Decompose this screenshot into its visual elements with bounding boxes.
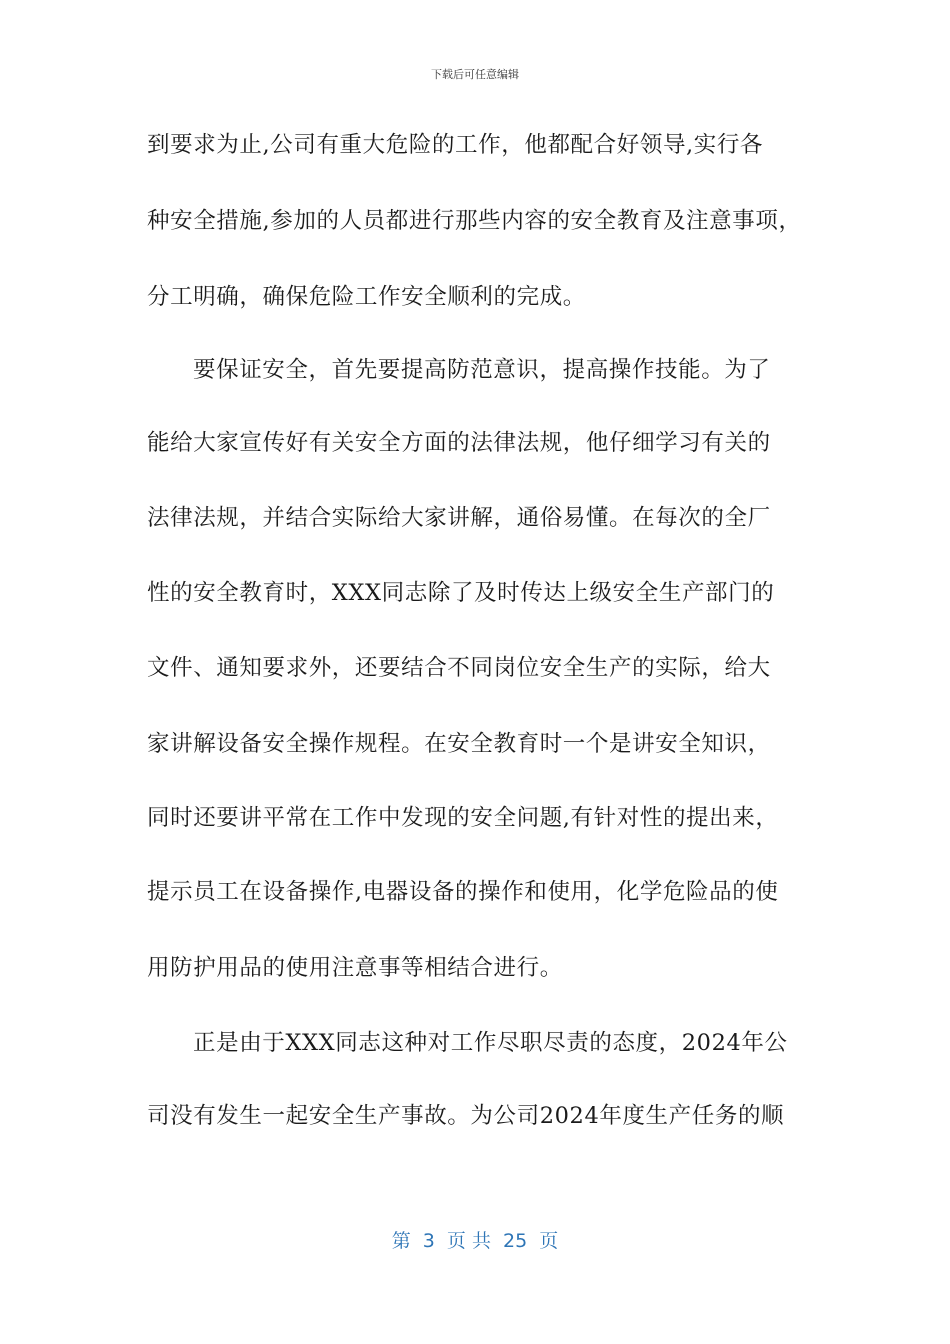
body-line: 分工明确，确保危险工作安全顺利的完成。 — [147, 284, 586, 310]
body-line: 到要求为止,公司有重大危险的工作，他都配合好领导,实行各 — [147, 132, 764, 158]
body-line: 司没有发生一起安全生产事故。为公司2024年度生产任务的顺 — [147, 1103, 785, 1129]
paragraph-first-line: 要保证安全，首先要提高防范意识，提高操作技能。为了 — [193, 357, 771, 383]
body-line: 用防护用品的使用注意事等相结合进行。 — [147, 955, 563, 981]
body-line: 能给大家宣传好有关安全方面的法律法规，他仔细学习有关的 — [147, 430, 771, 456]
body-line: 同时还要讲平常在工作中发现的安全问题,有针对性的提出来， — [147, 805, 779, 831]
page-footer: 第 3 页 共 25 页 — [391, 1230, 559, 1252]
body-line: 提示员工在设备操作,电器设备的操作和使用，化学危险品的使 — [147, 879, 779, 905]
paragraph-first-line: 正是由于XXX同志这种对工作尽职尽责的态度，2024年公 — [193, 1030, 788, 1056]
page-header: 下载后可任意编辑 — [431, 68, 519, 81]
body-line: 种安全措施,参加的人员都进行那些内容的安全教育及注意事项， — [147, 208, 802, 234]
body-line: 法律法规，并结合实际给大家讲解，通俗易懂。在每次的全厂 — [147, 505, 771, 531]
body-line: 家讲解设备安全操作规程。在安全教育时一个是讲安全知识， — [147, 731, 771, 757]
body-line: 文件、通知要求外，还要结合不同岗位安全生产的实际，给大 — [147, 655, 771, 681]
body-line: 性的安全教育时，XXX同志除了及时传达上级安全生产部门的 — [147, 580, 775, 606]
